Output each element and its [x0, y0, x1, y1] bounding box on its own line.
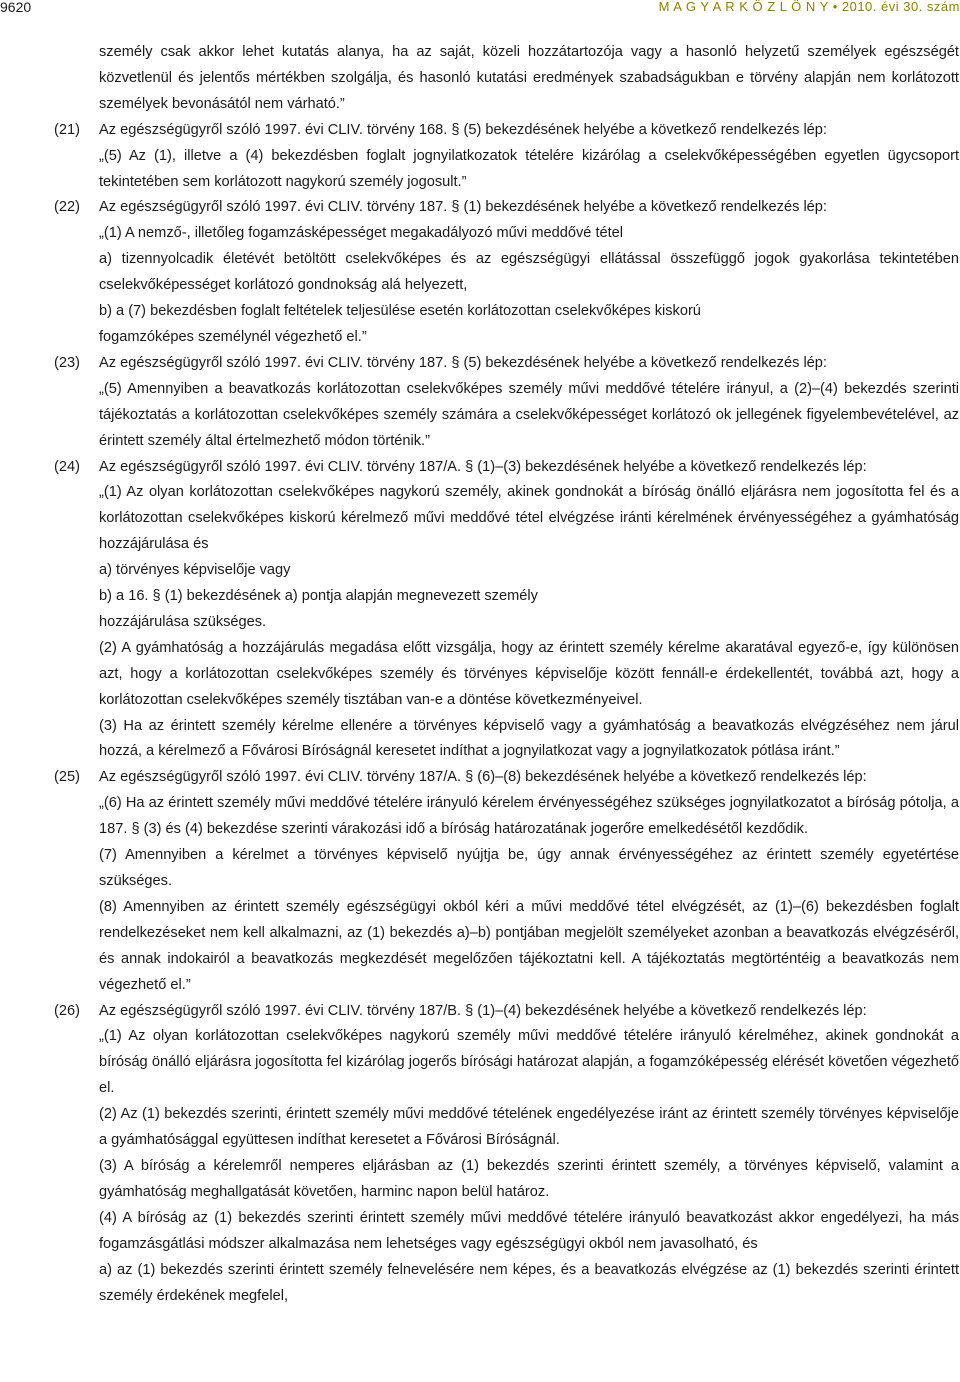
amendment-number: (22)	[54, 199, 80, 216]
page-header	[0, 0, 960, 14]
amendment-body	[99, 195, 959, 350]
provision-paragraph: „(5) Az (1), illetve a (4) bekezdésben foglalt jognyilatkozatok tételére kizárólag a cselekvőképességében egyetlen ügycsoport tekintetében sem korlátozott nagykorú személy jogosult.”	[99, 147, 959, 190]
amendment-item	[54, 455, 959, 766]
provision-paragraph: „(1) A nemző-, illetőleg fogamzásképességet megakadályozó művi meddővé tétel	[99, 225, 624, 242]
amendment-title: Az egészségügyről szóló 1997. évi CLIV. törvény 187. § (1) bekezdésének helyébe a következő rendelkezés lép:	[99, 199, 827, 216]
provision-paragraph: „(1) Az olyan korlátozottan cselekvőképes nagykorú személy művi meddővé tételére irányuló kérelméhez, akinek gondnokát a bíróság önálló eljárásra jogosította fel kizárólag jogerős bírósági határozat alapján, a fogamzóképesség elérését követően végezhető el.	[99, 1028, 959, 1097]
provision-paragraph: „(1) Az olyan korlátozottan cselekvőképes nagykorú személy, akinek gondnokát a bíróság önálló eljárásra nem jogosította fel és a korlátozottan cselekvőképes kiskorú kérelmező művi meddővé tétel elvégzése iránti kérelmének érvényességéhez a gyámhatóság hozzájárulása és	[99, 484, 959, 553]
provision-paragraph: a) tizennyolcadik életévét betöltött cselekvőképes és az egészségügyi ellátással összefüggő jogok gyakorlása tekintetében cselekvőképességet korlátozó gondnokság alá helyezett,	[99, 251, 959, 294]
amendment-body	[99, 455, 959, 766]
provision-paragraph: b) a 16. § (1) bekezdésének a) pontja alapján megnevezett személy	[99, 588, 538, 605]
provision-paragraph: (8) Amennyiben az érintett személy egészségügyi okból kéri a művi meddővé tétel elvégzését, az (1)–(6) bekezdésben foglalt rendelkezéseket nem kell alkalmazni, az (1) bekezdés a)–b) pontjában megjelölt személyeket azonban a beavatkozás elvégzéséről, és annak indokairól a beavatkozás megkezdését megelőzően tájékoztatni kell. A tájékoztatás megtörténtéig a beavatkozás nem végezhető el.”	[99, 898, 959, 993]
amendment-body	[99, 351, 959, 455]
amendment-item	[54, 999, 959, 1310]
provision-paragraph: fogamzóképes személynél végezhető el.”	[99, 328, 367, 345]
amendment-number: (21)	[54, 121, 80, 138]
provision-paragraph: „(6) Ha az érintett személy művi meddővé tételére irányuló kérelem érvényességéhez szükséges jognyilatkozatot a bíróság pótolja, a 187. § (3) és (4) bekezdése szerinti várakozási idő a bíróság határozatának jogerőre emelkedésétől kezdődik.	[99, 795, 959, 838]
provision-paragraph: (2) Az (1) bekezdés szerinti, érintett személy művi meddővé tételének engedélyezése iránt az érintett személy törvényes képviselője a gyámhatósággal együttesen indíthat keresetet a Fővárosi Bíróságnál.	[99, 1106, 959, 1149]
provision-paragraph: a) az (1) bekezdés szerinti érintett személy felnevelésére nem képes, és a beavatkozás elvégzése az (1) bekezdés szerinti érintett személy érdekének megfelel,	[99, 1261, 959, 1304]
amendment-title: Az egészségügyről szóló 1997. évi CLIV. törvény 168. § (5) bekezdésének helyébe a következő rendelkezés lép:	[99, 121, 827, 138]
journal-title: M A G Y A R K Ö Z L Ö N Y • 2010. évi 30. szám	[658, 0, 960, 14]
provision-paragraph: hozzájárulása szükséges.	[99, 613, 267, 630]
provision-paragraph: „(5) Amennyiben a beavatkozás korlátozottan cselekvőképes személy művi meddővé tételére irányul, a (2)–(4) bekezdés szerinti tájékoztatás a korlátozottan cselekvőképes személy számára a cselekvőképességet korlátozó ok jellegének figyelembevételével, az érintett személy által értelmezhető módon történik.”	[99, 380, 959, 449]
provision-paragraph: (3) Ha az érintett személy kérelme ellenére a törvényes képviselő vagy a gyámhatóság a beavatkozás elvégzéséhez nem járul hozzá, a kérelmező a Fővárosi Bíróságnál keresetet indíthat a jognyilatkozat vagy a jognyilatkozatok pótlása iránt.”	[99, 717, 959, 760]
intro-paragraph: személy csak akkor lehet kutatás alanya, ha az saját, közeli hozzátartozója vagy a hasonló helyzetű személyek egészségét közvetlenül és jelentős mértékben szolgálja, és hasonló kutatási eredmények szabadságukban e törvény alapján nem korlátozott személyek bevonásától nem várható.”	[99, 44, 959, 112]
document-body	[54, 40, 959, 1309]
amendment-number: (23)	[54, 354, 80, 371]
provision-paragraph: (7) Amennyiben a kérelmet a törvényes képviselő nyújtja be, úgy annak érvényességéhez az érintett személy egyetértése szükséges.	[99, 847, 959, 889]
amendment-number: (26)	[54, 1002, 80, 1019]
amendment-item	[54, 195, 959, 350]
amendment-title: Az egészségügyről szóló 1997. évi CLIV. törvény 187/B. § (1)–(4) bekezdésének helyébe a következő rendelkezés lép:	[99, 1002, 867, 1019]
amendment-number: (25)	[54, 769, 80, 786]
amendment-item	[54, 765, 959, 998]
amendment-title: Az egészségügyről szóló 1997. évi CLIV. törvény 187. § (5) bekezdésének helyébe a következő rendelkezés lép:	[99, 354, 827, 371]
amendment-number: (24)	[54, 458, 80, 475]
amendment-list	[54, 118, 959, 1310]
page-number: 9620	[0, 0, 32, 15]
amendment-body	[99, 999, 959, 1310]
amendment-body	[99, 765, 959, 998]
amendment-body	[99, 118, 959, 196]
provision-paragraph: (3) A bíróság a kérelemről nemperes eljárásban az (1) bekezdés szerinti érintett személy, a törvényes képviselő, valamint a gyámhatóság meghallgatását követően, harminc napon belül határoz.	[99, 1157, 959, 1200]
amendment-title: Az egészségügyről szóló 1997. évi CLIV. törvény 187/A. § (1)–(3) bekezdésének helyébe a következő rendelkezés lép:	[99, 458, 867, 475]
amendment-title: Az egészségügyről szóló 1997. évi CLIV. törvény 187/A. § (6)–(8) bekezdésének helyébe a következő rendelkezés lép:	[99, 769, 867, 786]
provision-paragraph: (2) A gyámhatóság a hozzájárulás megadása előtt vizsgálja, hogy az érintett személy kérelme akaratával egyező-e, így különösen azt, hogy a korlátozottan cselekvőképes személy és törvényes képviselője között fennáll-e érdekellentét, továbbá azt, hogy a korlátozottan cselekvőképes személy tisztában van-e a döntése következményeivel.	[99, 639, 959, 708]
provision-paragraph: b) a (7) bekezdésben foglalt feltételek teljesülése esetén korlátozottan cselekvőképes kiskorú	[99, 303, 701, 320]
amendment-item	[54, 351, 959, 455]
amendment-item	[54, 118, 959, 196]
provision-paragraph: (4) A bíróság az (1) bekezdés szerinti érintett személy művi meddővé tételére irányuló beavatkozást akkor engedélyezi, ha más fogamzásgátlási módszer alkalmazása nem lehetséges vagy egészségügyi okból nem javasolható, és	[99, 1209, 959, 1252]
provision-paragraph: a) törvényes képviselője vagy	[99, 562, 291, 579]
